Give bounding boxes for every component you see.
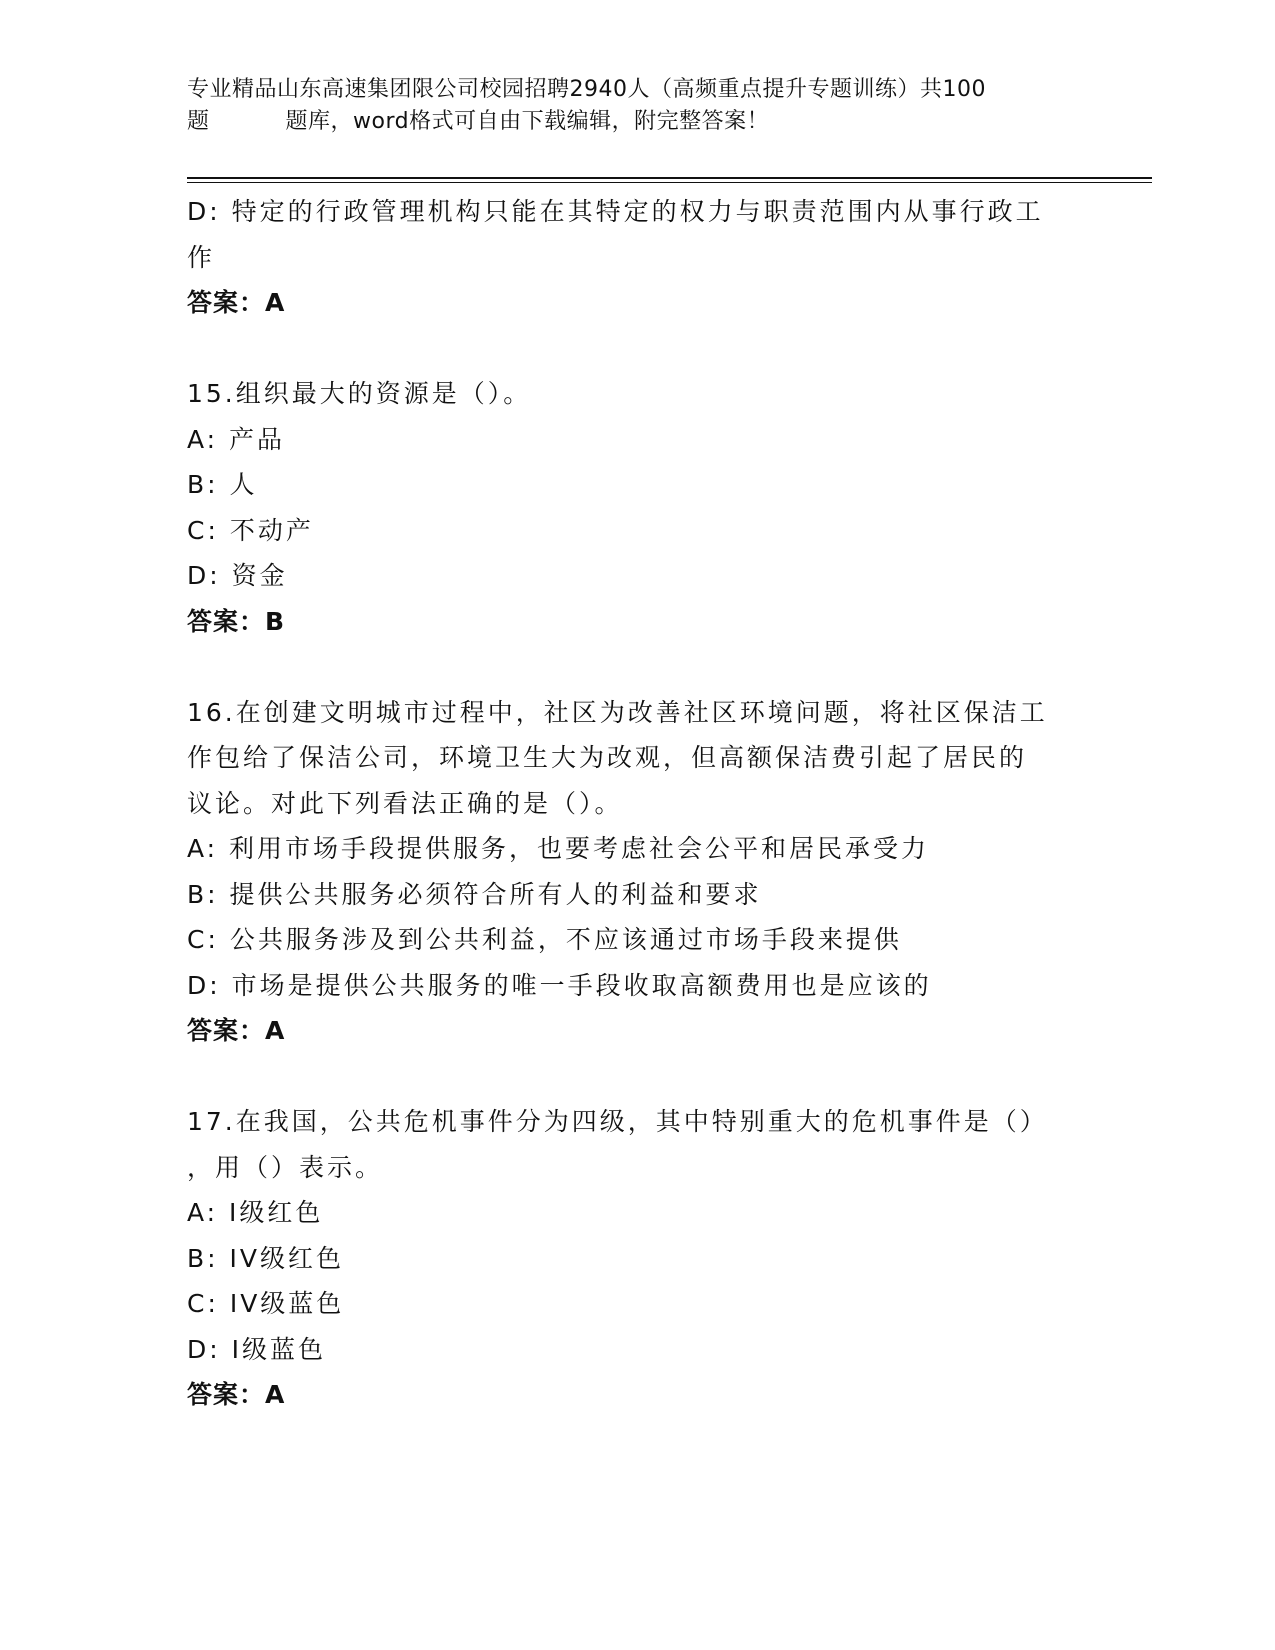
header-rule-thick xyxy=(187,177,1152,179)
header-line-1: 专业精品山东高速集团限公司校园招聘2940人（高频重点提升专题训练）共100 xyxy=(187,77,986,102)
option-a: A: 产品 xyxy=(187,424,286,454)
header-line-2 xyxy=(187,106,1067,138)
option-a: A: I级红色 xyxy=(187,1198,324,1227)
question-content xyxy=(187,189,1087,1418)
option-d-continued: 作 xyxy=(187,242,216,272)
answer-line: 答案：A xyxy=(187,288,286,317)
option-a: A: 利用市场手段提供服务，也要考虑社会公平和居民承受力 xyxy=(187,834,930,863)
question-17 xyxy=(187,1099,1087,1418)
option-d: D: 资金 xyxy=(187,561,288,590)
question-stem: 15.组织最大的资源是（）。 xyxy=(187,379,532,408)
answer-line: 答案：B xyxy=(187,606,286,636)
question-stem-continued: ，用（）表示。 xyxy=(187,1152,384,1182)
header-line-2-left: 题 xyxy=(187,109,210,134)
option-d: D: 特定的行政管理机构只能在其特定的权力与职责范围内从事行政工 xyxy=(187,197,1044,226)
answer-line: 答案：A xyxy=(187,1016,286,1045)
page-header xyxy=(187,74,1067,138)
option-c: C: IV级蓝色 xyxy=(187,1289,345,1318)
option-b: B: IV级红色 xyxy=(187,1243,344,1273)
answer-line: 答案：A xyxy=(187,1380,286,1409)
option-d: D: 市场是提供公共服务的唯一手段收取高额费用也是应该的 xyxy=(187,970,932,1000)
option-d: D: I级蓝色 xyxy=(187,1334,326,1364)
header-line-2-right: 题库，word格式可自由下载编辑，附完整答案！ xyxy=(285,109,770,134)
question-stem: 16.在创建文明城市过程中，社区为改善社区环境问题，将社区保洁工 xyxy=(187,697,1048,727)
question-stem-continued: 作包给了保洁公司，环境卫生大为改观，但高额保洁费引起了居民的 xyxy=(187,743,1028,772)
question-15 xyxy=(187,371,1087,644)
prev-question-tail xyxy=(187,189,1087,326)
header-rule-thin xyxy=(187,182,1152,183)
question-stem-continued: 议论。对此下列看法正确的是（）。 xyxy=(187,788,623,818)
option-b: B: 人 xyxy=(187,470,258,499)
option-c: C: 公共服务涉及到公共利益，不应该通过市场手段来提供 xyxy=(187,925,902,954)
question-stem: 17.在我国，公共危机事件分为四级，其中特别重大的危机事件是（） xyxy=(187,1107,1048,1136)
question-16 xyxy=(187,690,1087,1054)
option-b: B: 提供公共服务必须符合所有人的利益和要求 xyxy=(187,879,762,909)
option-c: C: 不动产 xyxy=(187,515,314,545)
